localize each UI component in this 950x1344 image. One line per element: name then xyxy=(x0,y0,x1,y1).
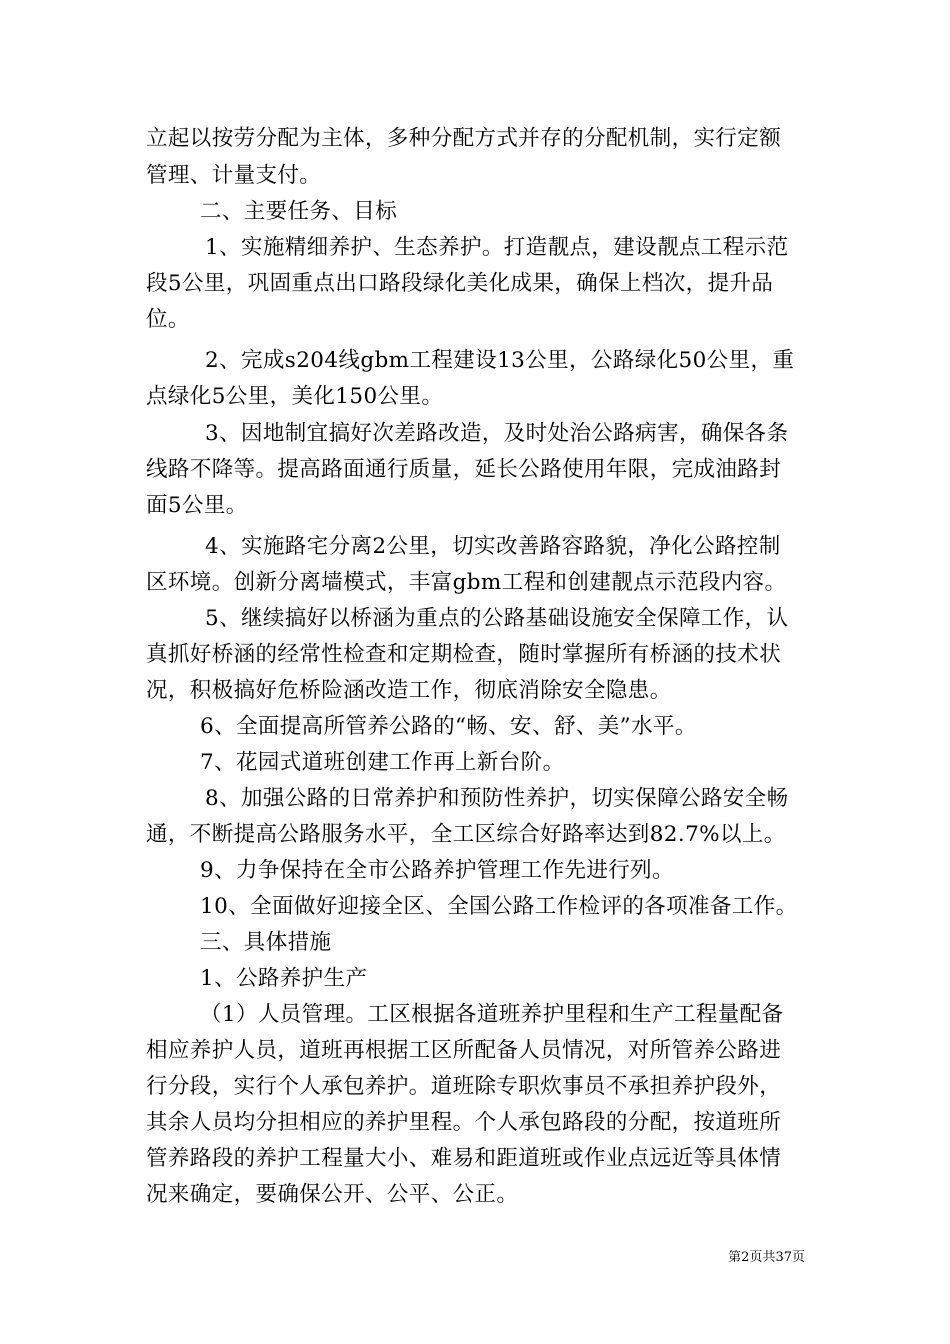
text-line: 管理、计量支付。 xyxy=(146,163,322,188)
text-line: 5、继续搞好以桥涵为重点的公路基础设施安全保障工作，认 xyxy=(205,606,789,631)
text-line: 相应养护人员，道班再根据工区所配备人员情况，对所管养公路进 xyxy=(146,1038,782,1063)
text-line: 线路不降等。提高路面通行质量，延长公路使用年限，完成油路封 xyxy=(146,457,782,482)
text-line: 7、花园式道班创建工作再上新台阶。 xyxy=(200,750,565,775)
text-line: 立起以按劳分配为主体，多种分配方式并存的分配机制，实行定额 xyxy=(146,126,782,151)
text-line: 面5公里。 xyxy=(146,493,248,518)
text-line: 位。 xyxy=(146,307,190,332)
section-heading: 二、主要任务、目标 xyxy=(200,199,398,224)
page-number: 第2页共37页 xyxy=(728,1250,805,1265)
text-line: 况来确定，要确保公开、公平、公正。 xyxy=(146,1182,519,1207)
text-line: （1）人员管理。工区根据各道班养护里程和生产工程量配备 xyxy=(200,1002,784,1027)
text-line: 1、实施精细养护、生态养护。打造靓点，建设靓点工程示范 xyxy=(205,235,789,260)
text-line: 3、因地制宜搞好次差路改造，及时处治公路病害，确保各条 xyxy=(205,421,789,446)
text-line: 段5公里，巩固重点出口路段绿化美化成果，确保上档次，提升品 xyxy=(146,271,774,296)
text-line: 4、实施路宅分离2公里，切实改善路容路貌，净化公路控制 xyxy=(205,534,781,559)
text-line: 区环境。创新分离墙模式，丰富gbm工程和创建靓点示范段内容。 xyxy=(146,570,787,595)
text-line: 行分段，实行个人承包养护。道班除专职炊事员不承担养护段外， xyxy=(146,1074,782,1099)
text-line: 管养路段的养护工程量大小、难易和距道班或作业点远近等具体情 xyxy=(146,1146,782,1171)
text-line: 2、完成s204线gbm工程建设13公里，公路绿化50公里，重 xyxy=(205,348,795,373)
section-heading: 三、具体措施 xyxy=(200,930,332,955)
text-line: 点绿化5公里，美化150公里。 xyxy=(146,384,444,409)
text-line: 6、全面提高所管养公路的“畅、安、舒、美”水平。 xyxy=(200,714,697,739)
text-line: 9、力争保持在全市公路养护管理工作先进行列。 xyxy=(200,858,674,883)
text-line: 其余人员均分担相应的养护里程。个人承包路段的分配，按道班所 xyxy=(146,1110,782,1135)
text-line: 况，积极搞好危桥险涵改造工作，彻底消除安全隐患。 xyxy=(146,678,672,703)
subsection-heading: 1、公路养护生产 xyxy=(200,966,368,991)
text-line: 通，不断提高公路服务水平，全工区综合好路率达到82.7%以上。 xyxy=(146,822,786,847)
text-line: 真抓好桥涵的经常性检查和定期检查，随时掌握所有桥涵的技术状 xyxy=(146,642,782,667)
text-line: 10、全面做好迎接全区、全国公路工作检评的各项准备工作。 xyxy=(200,894,798,919)
text-line: 8、加强公路的日常养护和预防性养护，切实保障公路安全畅 xyxy=(205,786,789,811)
